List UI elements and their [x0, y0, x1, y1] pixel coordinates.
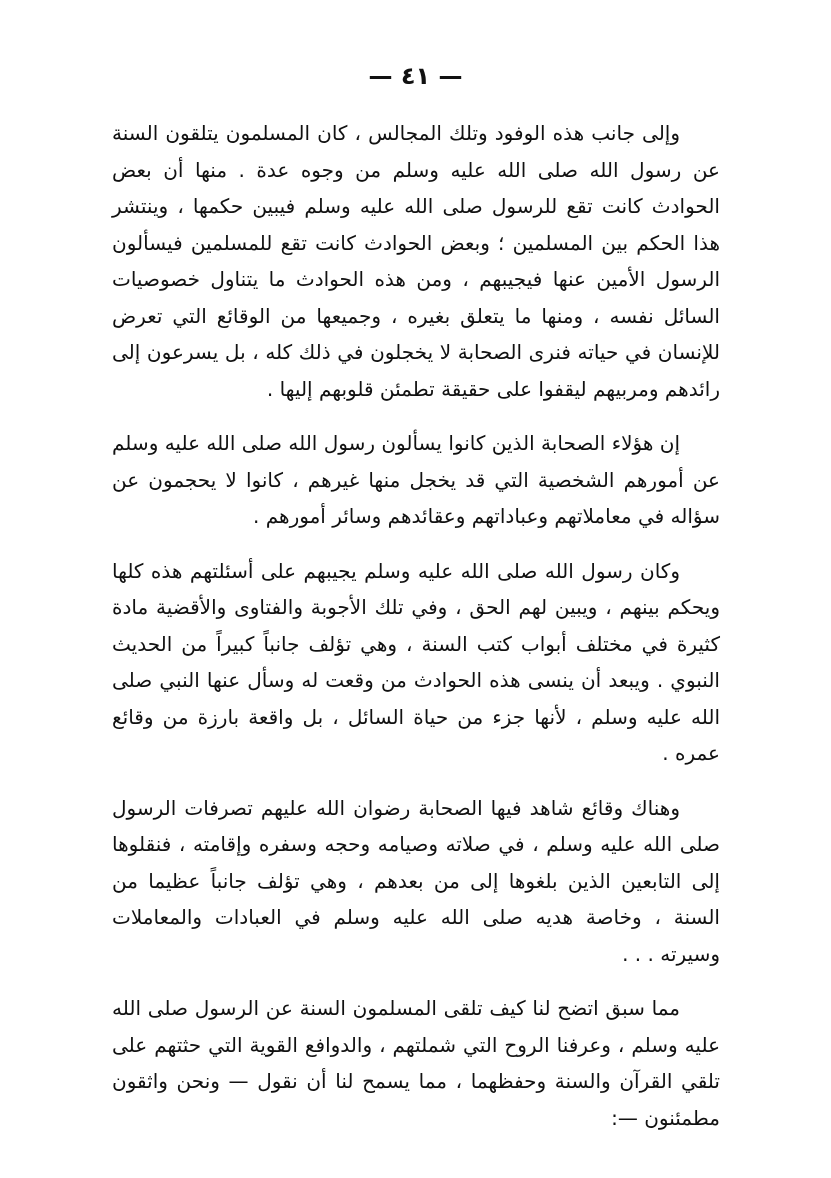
paragraph-3: وكان رسول الله صلى الله عليه وسلم يجيبهم على أسئلتهم هذه كلها ويحكم بينهم ، ويبين لهم الحق ، وفي تلك الأجوبة والفتاوى والأقضية مادة كثيرة في مختلف أبواب كتب السنة ، وهي تؤلف جانباً كبيراً من الحديث النبوي . ويبعد أن ينسى هذه الحوادث من وقعت له وسأل عنها النبي صلى الله عليه وسلم ، لأنها جزء من حياة السائل ، بل واقعة بارزة من وقائع عمره .: [112, 558, 720, 765]
page-number: — ٤١ —: [368, 62, 463, 90]
paragraph-1: وإلى جانب هذه الوفود وتلك المجالس ، كان المسلمون يتلقون السنة عن رسول الله صلى الله عليه وسلم من وجوه عدة . منها أن بعض الحوادث كانت تقع للرسول صلى الله عليه وسلم فيبين حكمها ، وينتشر هذا الحكم بين المسلمين ؛ وبعض الحوادث كانت تقع للمسلمين فيسألون الرسول الأمين عنها فيجيبهم ، ومن هذه الحوادث ما يتناول خصوصيات السائل نفسه ، ومنها ما يتعلق بغيره ، وجميعها من الوقائع التي تعرض للإنسان في حياته فنرى الصحابة لا يخجلون في ذلك كله ، بل يسرعون إلى رائدهم ومربيهم ليقفوا على حقيقة تطمئن قلوبهم إليها .: [112, 121, 720, 401]
paragraph-4: وهناك وقائع شاهد فيها الصحابة رضوان الله عليهم تصرفات الرسول صلى الله عليه وسلم ، في صلاته وصيامه وحجه وسفره وإقامته ، فنقلوها إلى التابعين الذين بلغوها إلى من بعدهم ، وهي تؤلف جانباً عظيما من السنة ، وخاصة هديه صلى الله عليه وسلم في العبادات والمعاملات وسيرته . . .: [112, 795, 720, 966]
paragraph-2: إن هؤلاء الصحابة الذين كانوا يسألون رسول الله صلى الله عليه وسلم عن أمورهم الشخصية التي قد يخجل منها غيرهم ، كانوا لا يحجمون عن سؤاله في معاملاتهم وعباداتهم وعقائدهم وسائر أمورهم .: [112, 431, 720, 528]
body-text: [112, 115, 720, 1136]
paragraph-5: مما سبق اتضح لنا كيف تلقى المسلمون السنة عن الرسول صلى الله عليه وسلم ، وعرفنا الروح التي شملتهم ، والدوافع القوية التي حثتهم على تلقي القرآن والسنة وحفظهما ، مما يسمح لنا أن نقول — ونحن واثقون مطمئنون —:: [112, 996, 720, 1130]
